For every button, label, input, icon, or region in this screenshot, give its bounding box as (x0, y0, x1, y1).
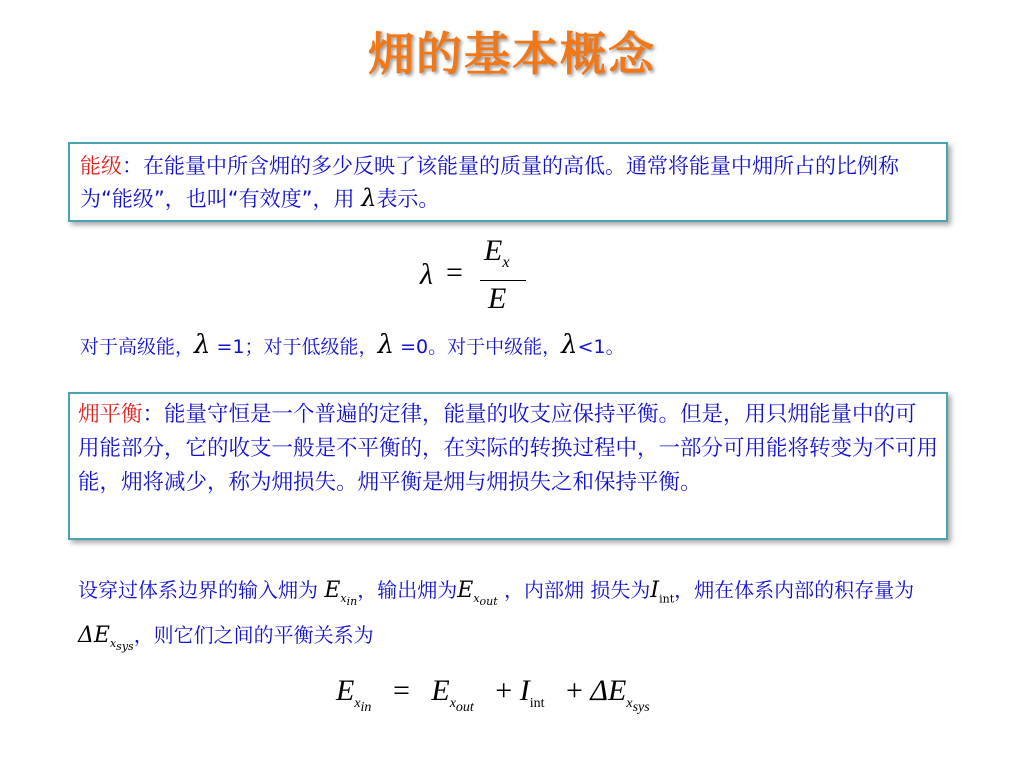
low-level-value: =0。对于中级能， (394, 336, 562, 358)
eq-delta-e-sub2: sys (632, 699, 650, 715)
eq-e-in-sub: x (354, 696, 361, 711)
para-text-5: ，则它们之间的平衡关系为 (133, 622, 374, 647)
mid-level-value: <1。 (577, 336, 625, 358)
e-in-symbol (324, 578, 358, 609)
numerator-base: E (484, 234, 503, 267)
lambda-symbol: λ (377, 330, 395, 360)
para-text-4: ，㶲在体系内部的积存量为 (674, 578, 915, 602)
eq-e-in: E (336, 674, 355, 707)
fraction-bar (480, 280, 526, 281)
high-level-label: 对于高级能， (80, 336, 195, 358)
i-sub: int (659, 592, 675, 606)
para-text-2: ，输出㶲为 (357, 578, 458, 602)
formula-denominator: E (488, 282, 507, 315)
energy-level-values (80, 330, 625, 360)
delta-e-sub2: sys (116, 640, 134, 654)
eq-plus: + (566, 674, 583, 707)
para-text-1: 设穿过体系边界的输入㶲为 (78, 578, 325, 602)
lambda-symbol: λ (361, 184, 377, 212)
lambda-symbol: λ (561, 330, 578, 360)
eq-i: I (519, 674, 530, 707)
eq-e-out-sub2: out (455, 699, 474, 715)
eq-e-in-sub2: in (360, 699, 372, 715)
energy-level-definition-box (68, 142, 948, 222)
energy-level-keyword: 能级 (80, 154, 122, 178)
eq-delta-e-sub: x (626, 696, 633, 711)
e-in-sub: x (340, 592, 347, 606)
eq-e-out-sub: x (449, 696, 456, 711)
formula-lambda: λ (420, 258, 433, 291)
exergy-balance-text: ：能量守恒是一个普遍的定律，能量的收支应保持平衡。但是，用只㶲能量中的可用能部分，它的收支一般是不平衡的，在实际的转换过程中，一部分可用能将转变为不可用能，㶲将减少，称为㶲损失。㶲平衡是㶲与㶲损失之和保持平衡。 (78, 402, 939, 495)
eq-delta-e: ΔE (590, 674, 627, 707)
lambda-symbol: λ (194, 330, 211, 360)
e-out-base: E (457, 578, 474, 603)
high-level-value: =1；对于低级能， (210, 336, 378, 358)
exergy-balance-box (68, 392, 948, 540)
para-text-3: ，内部㶲 损失为 (497, 578, 651, 602)
eq-i-sub: int (529, 696, 545, 711)
e-out-sub: x (473, 592, 480, 606)
e-in-base: E (324, 578, 341, 603)
energy-level-text: ：在能量中所含㶲的多少反映了该能量的质量的高低。通常将能量中㶲所占的比例称为“能级”，也叫“有效度”，用 (80, 154, 899, 211)
e-out-symbol (457, 578, 498, 609)
eq-plus: + (495, 674, 513, 707)
i-int-symbol (650, 578, 675, 606)
numerator-sub: x (502, 254, 510, 271)
e-out-sub2: out (479, 595, 498, 609)
delta-e-base: ΔE (78, 622, 110, 648)
delta-e-sub: x (109, 636, 117, 650)
balance-description (78, 574, 958, 663)
balance-equation (336, 674, 650, 724)
formula-equals: = (446, 256, 463, 289)
delta-e-symbol (78, 622, 134, 654)
e-in-sub2: in (346, 595, 358, 609)
exergy-balance-keyword: 㶲平衡 (78, 402, 143, 427)
eq-e-out: E (431, 674, 450, 707)
page-title: 㶲的基本概念 (368, 27, 656, 81)
i-base: I (650, 578, 660, 603)
energy-level-formula (418, 234, 528, 318)
formula-numerator (484, 234, 509, 272)
energy-level-tail: 表示。 (376, 187, 440, 211)
eq-equals: = (392, 674, 410, 707)
